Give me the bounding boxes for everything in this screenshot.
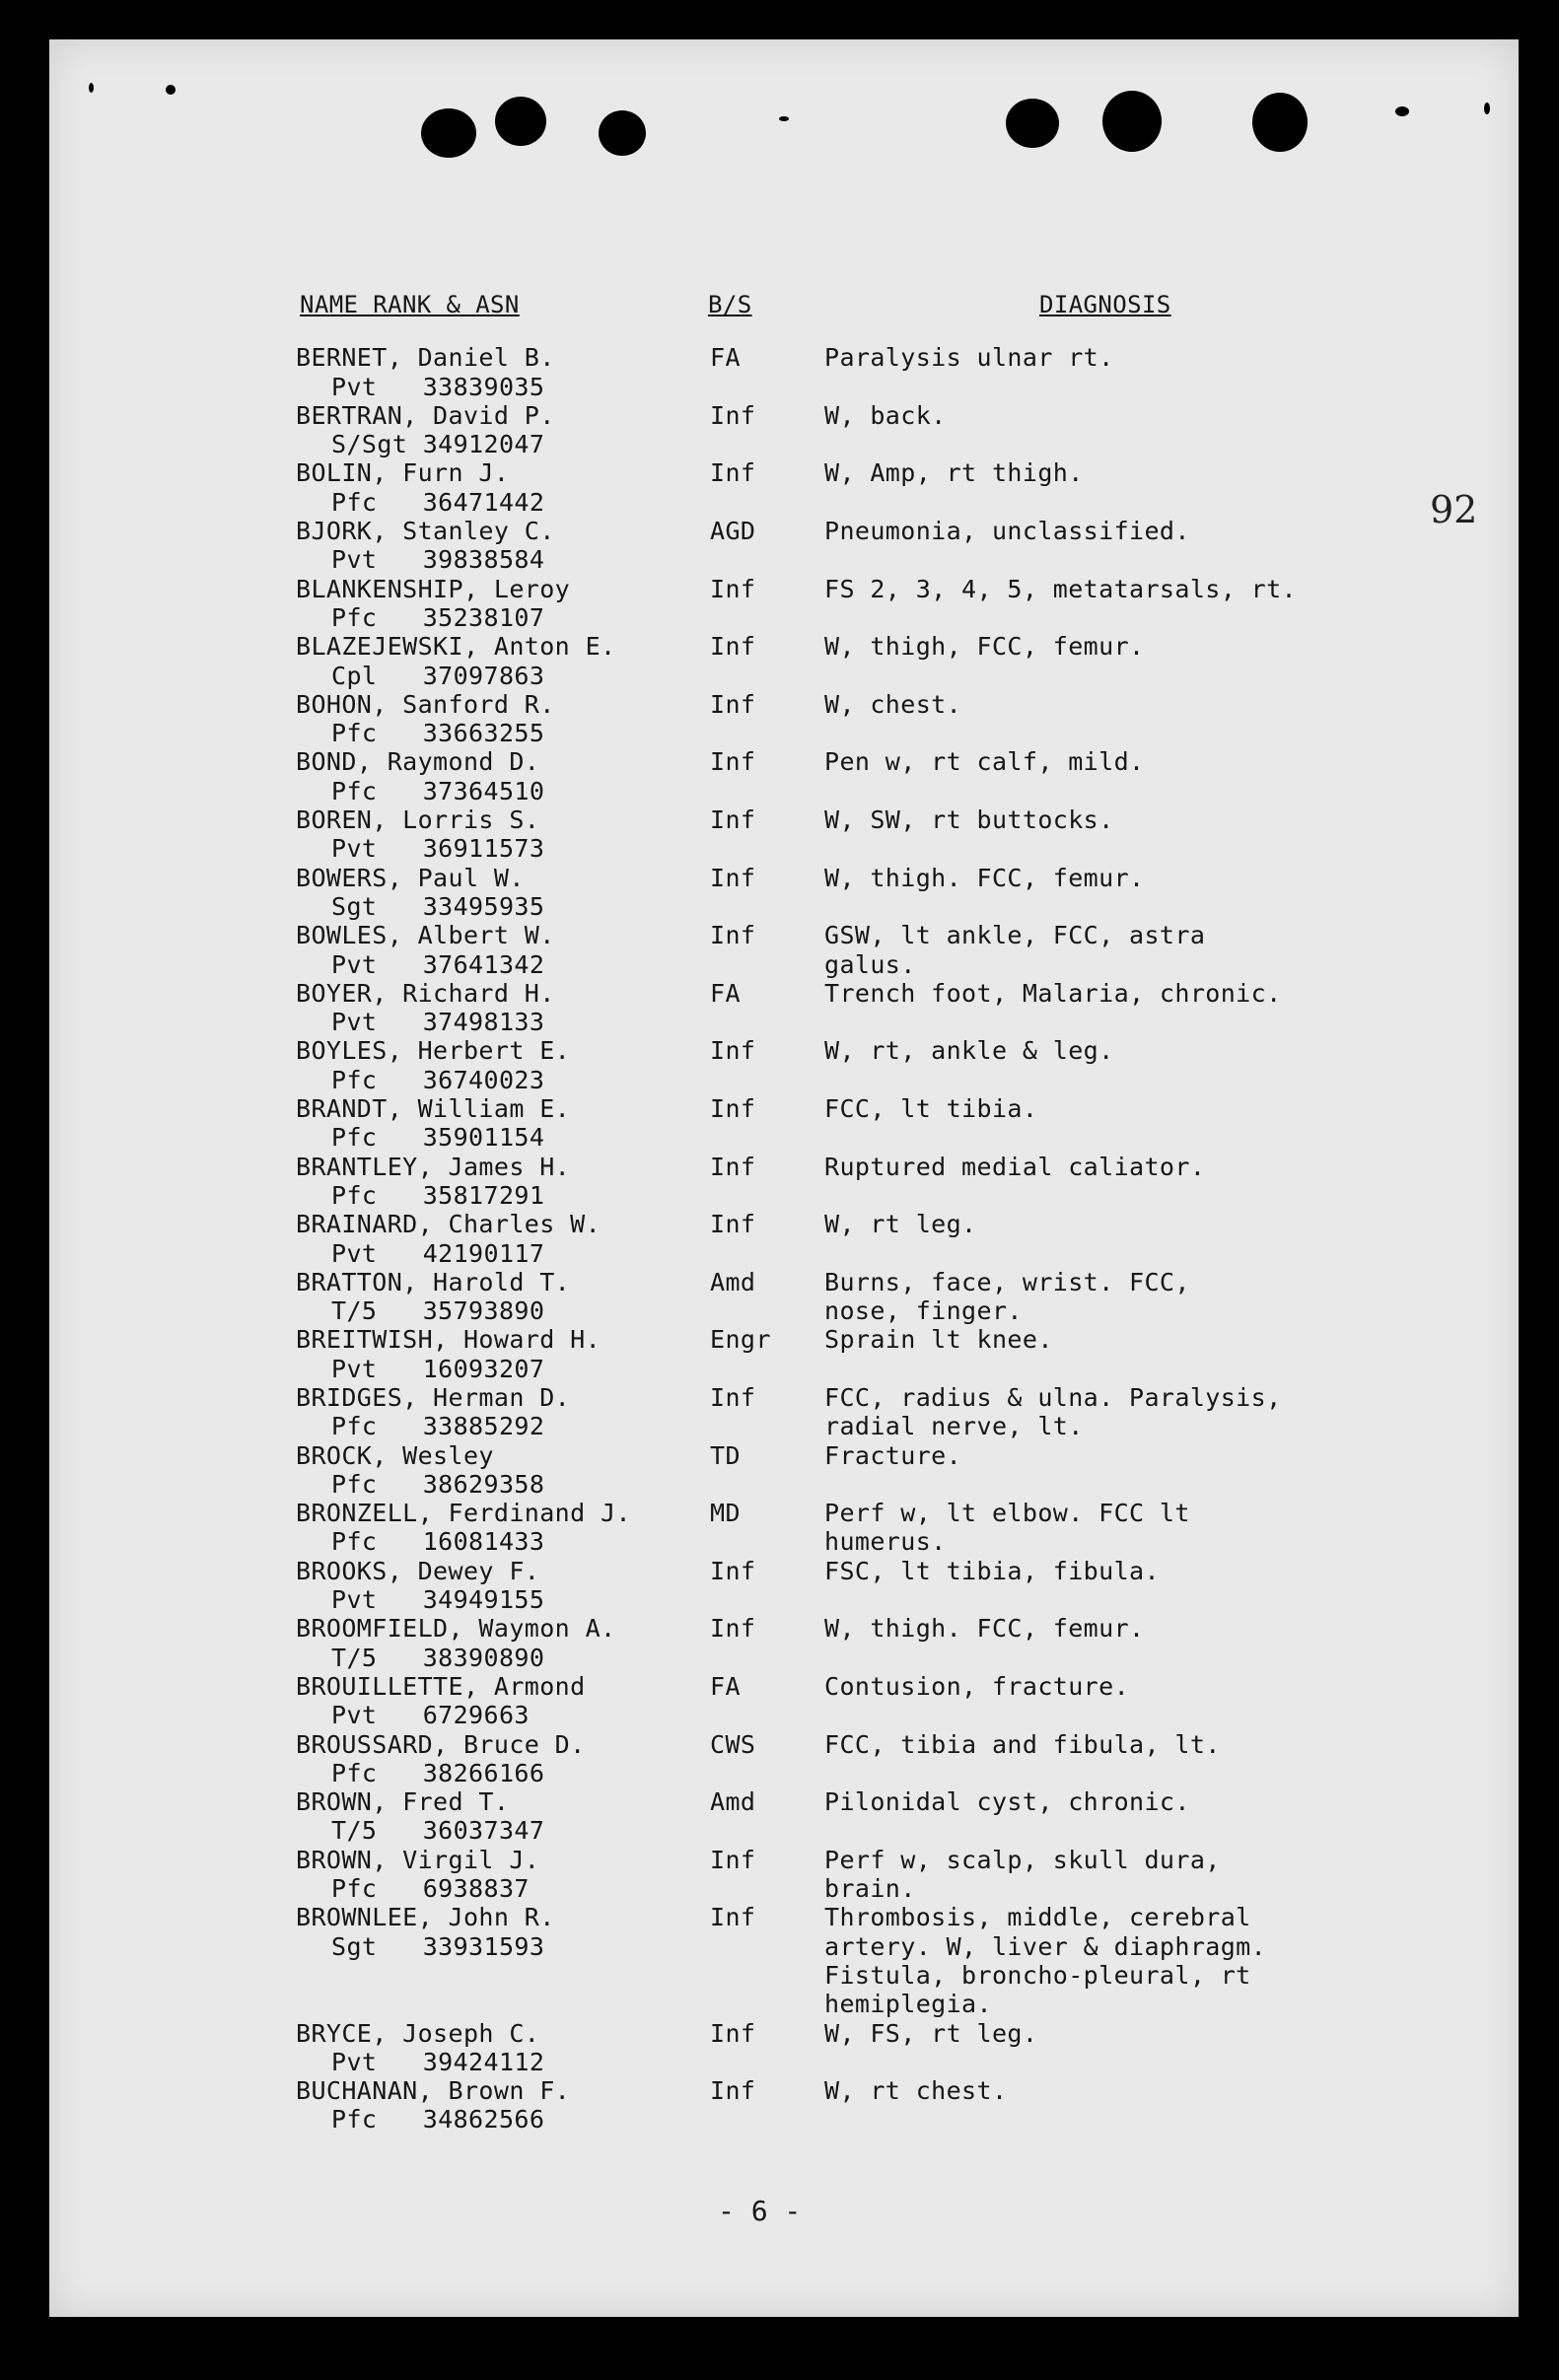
diagnosis: Thrombosis, middle, cerebral artery. W, liver & diaphragm. Fistula, broncho-pleural, rt hemiplegia.: [824, 1903, 1267, 2019]
name-rank-cell: [296, 979, 700, 1037]
soldier-name: BREITWISH, Howard H.: [296, 1325, 602, 1355]
rank-asn: Pvt 42190117: [331, 1238, 545, 1268]
rank-asn: Sgt 33495935: [331, 891, 545, 921]
name-rank-cell: [296, 1153, 700, 1211]
soldier-name: BOYLES, Herbert E.: [296, 1036, 571, 1066]
branch-of-service: Engr: [710, 1325, 771, 1355]
rank-asn: Pfc 33885292: [331, 1412, 545, 1441]
diagnosis: Pen w, rt calf, mild.: [824, 747, 1145, 777]
name-rank-cell: [296, 1903, 700, 2018]
branch-of-service: Amd: [710, 1267, 756, 1296]
name-rank-cell: [296, 458, 700, 517]
diagnosis: FCC, radius & ulna. Paralysis, radial nerve, lt.: [824, 1382, 1282, 1441]
soldier-name: BRONZELL, Ferdinand J.: [296, 1499, 631, 1528]
name-rank-cell: [296, 1672, 700, 1730]
list-item: [296, 1557, 1341, 1615]
entry-list: [296, 343, 1341, 2134]
name-rank-cell: [296, 1614, 700, 1672]
soldier-name: BERTRAN, David P.: [296, 400, 555, 430]
branch-of-service: Inf: [710, 1556, 756, 1585]
list-item: [296, 1499, 1341, 1557]
branch-of-service: Inf: [710, 1210, 756, 1239]
list-item: [296, 1268, 1341, 1326]
rank-asn: Pvt 39838584: [331, 545, 545, 575]
list-item: [296, 575, 1341, 633]
list-item: [296, 1441, 1341, 1500]
branch-of-service: Inf: [710, 2018, 756, 2048]
rank-asn: Pfc 6938837: [331, 1874, 530, 1904]
name-rank-cell: [296, 1499, 700, 1557]
diagnosis: Fracture.: [824, 1440, 962, 1470]
name-rank-cell: [296, 1210, 700, 1268]
rank-asn: Pvt 36911573: [331, 834, 545, 864]
footer-page-number: - 6 -: [718, 2195, 802, 2227]
name-rank-cell: [296, 1325, 700, 1383]
list-item: [296, 632, 1341, 690]
list-item: [296, 1036, 1341, 1094]
branch-of-service: Inf: [710, 458, 756, 488]
list-item: [296, 343, 1341, 401]
name-rank-cell: [296, 1036, 700, 1094]
diagnosis: Trench foot, Malaria, chronic.: [824, 978, 1282, 1008]
diagnosis: FCC, lt tibia.: [824, 1094, 1038, 1124]
list-item: [296, 805, 1341, 864]
diagnosis: W, rt chest.: [824, 2076, 1008, 2106]
table-header: [296, 291, 1341, 319]
diagnosis: W, SW, rt buttocks.: [824, 805, 1114, 835]
diagnosis: Perf w, scalp, skull dura, brain.: [824, 1845, 1221, 1904]
name-rank-cell: [296, 1730, 700, 1788]
list-item: [296, 1846, 1341, 1904]
diagnosis: W, Amp, rt thigh.: [824, 458, 1084, 488]
rank-asn: Pvt 33839035: [331, 372, 545, 401]
punch-hole: [1252, 93, 1308, 152]
branch-of-service: TD: [710, 1440, 741, 1470]
rank-asn: T/5 36037347: [331, 1816, 545, 1846]
diagnosis: GSW, lt ankle, FCC, astra galus.: [824, 921, 1206, 979]
diagnosis: W, rt, ankle & leg.: [824, 1036, 1114, 1066]
soldier-name: BOND, Raymond D.: [296, 747, 540, 777]
branch-of-service: Inf: [710, 574, 756, 603]
name-rank-cell: [296, 2019, 700, 2077]
diagnosis: W, back.: [824, 400, 947, 430]
list-item: [296, 2019, 1341, 2077]
diagnosis: FS 2, 3, 4, 5, metatarsals, rt.: [824, 574, 1297, 603]
diagnosis: W, thigh. FCC, femur.: [824, 1614, 1145, 1644]
rank-asn: Pfc 34862566: [331, 2105, 545, 2135]
diagnosis: W, FS, rt leg.: [824, 2018, 1038, 2048]
diagnosis: W, thigh. FCC, femur.: [824, 863, 1145, 892]
diagnosis: FSC, lt tibia, fibula.: [824, 1556, 1160, 1585]
soldier-name: BRIDGES, Herman D.: [296, 1382, 571, 1412]
rank-asn: Pfc 38629358: [331, 1469, 545, 1499]
diagnosis: Pneumonia, unclassified.: [824, 517, 1190, 546]
soldier-name: BLAZEJEWSKI, Anton E.: [296, 632, 616, 662]
rank-asn: Pvt 37641342: [331, 949, 545, 979]
soldier-name: BRATTON, Harold T.: [296, 1267, 571, 1296]
punch-hole: [495, 97, 546, 146]
list-item: [296, 1325, 1341, 1383]
name-rank-cell: [296, 1441, 700, 1500]
rank-asn: Pfc 16081433: [331, 1527, 545, 1557]
name-rank-cell: [296, 575, 700, 633]
diagnosis: Ruptured medial caliator.: [824, 1152, 1206, 1181]
soldier-name: BOWLES, Albert W.: [296, 921, 555, 950]
list-item: [296, 864, 1341, 922]
name-rank-cell: [296, 1557, 700, 1615]
list-item: [296, 1787, 1341, 1846]
rank-asn: S/Sgt 34912047: [331, 430, 545, 459]
soldier-name: BROCK, Wesley: [296, 1440, 494, 1470]
soldier-name: BJORK, Stanley C.: [296, 517, 555, 546]
branch-of-service: Inf: [710, 805, 756, 835]
soldier-name: BROWN, Fred T.: [296, 1787, 510, 1817]
branch-of-service: FA: [710, 1671, 741, 1701]
diagnosis: Perf w, lt elbow. FCC lt humerus.: [824, 1499, 1190, 1557]
name-rank-cell: [296, 1268, 700, 1326]
branch-of-service: Inf: [710, 400, 756, 430]
rank-asn: Pfc 36471442: [331, 487, 545, 517]
soldier-name: BRYCE, Joseph C.: [296, 2018, 540, 2048]
rank-asn: Pvt 39424112: [331, 2047, 545, 2076]
ink-speck: [1484, 103, 1490, 114]
list-item: [296, 517, 1341, 575]
name-rank-cell: [296, 747, 700, 805]
soldier-name: BROOKS, Dewey F.: [296, 1556, 540, 1585]
rank-asn: Sgt 33931593: [331, 1931, 545, 1961]
branch-of-service: MD: [710, 1499, 741, 1528]
ink-speck: [166, 85, 176, 95]
soldier-name: BROWN, Virgil J.: [296, 1845, 540, 1874]
branch-of-service: Inf: [710, 1094, 756, 1124]
name-rank-cell: [296, 690, 700, 748]
rank-asn: Pvt 34949155: [331, 1585, 545, 1615]
name-rank-cell: [296, 343, 700, 401]
rank-asn: Pfc 35901154: [331, 1123, 545, 1153]
branch-of-service: FA: [710, 343, 741, 373]
header-diagnosis: DIAGNOSIS: [1039, 291, 1171, 318]
list-item: [296, 747, 1341, 805]
rank-asn: Cpl 37097863: [331, 661, 545, 690]
branch-of-service: FA: [710, 978, 741, 1008]
diagnosis: Burns, face, wrist. FCC, nose, finger.: [824, 1267, 1190, 1326]
rank-asn: Pfc 37364510: [331, 776, 545, 805]
branch-of-service: Inf: [710, 863, 756, 892]
branch-of-service: Inf: [710, 1152, 756, 1181]
rank-asn: T/5 38390890: [331, 1643, 545, 1672]
diagnosis: Pilonidal cyst, chronic.: [824, 1787, 1190, 1817]
rank-asn: Pvt 6729663: [331, 1701, 530, 1730]
rank-asn: Pfc 38266166: [331, 1758, 545, 1787]
casualty-list: [296, 291, 1341, 2135]
punch-hole: [1006, 99, 1059, 148]
soldier-name: BROUILLETTE, Armond: [296, 1671, 586, 1701]
list-item: [296, 1094, 1341, 1153]
soldier-name: BUCHANAN, Brown F.: [296, 2076, 571, 2106]
soldier-name: BOLIN, Furn J.: [296, 458, 510, 488]
rank-asn: Pfc 33663255: [331, 719, 545, 748]
name-rank-cell: [296, 2076, 700, 2135]
list-item: [296, 401, 1341, 459]
list-item: [296, 1383, 1341, 1441]
diagnosis: W, thigh, FCC, femur.: [824, 632, 1145, 662]
list-item: [296, 1672, 1341, 1730]
header-bs: B/S: [708, 291, 752, 318]
list-item: [296, 2076, 1341, 2135]
soldier-name: BOREN, Lorris S.: [296, 805, 540, 835]
diagnosis: Paralysis ulnar rt.: [824, 343, 1114, 373]
soldier-name: BOHON, Sanford R.: [296, 689, 555, 719]
ink-speck: [89, 83, 94, 93]
diagnosis: W, rt leg.: [824, 1210, 977, 1239]
name-rank-cell: [296, 921, 700, 979]
soldier-name: BROWNLEE, John R.: [296, 1903, 555, 1932]
ink-speck: [1395, 106, 1409, 116]
branch-of-service: Inf: [710, 747, 756, 777]
soldier-name: BOWERS, Paul W.: [296, 863, 525, 892]
diagnosis: Sprain lt knee.: [824, 1325, 1053, 1355]
list-item: [296, 458, 1341, 517]
header-name-rank-asn: NAME RANK & ASN: [300, 291, 520, 318]
branch-of-service: Inf: [710, 1036, 756, 1066]
punch-hole: [599, 110, 646, 156]
name-rank-cell: [296, 1787, 700, 1846]
diagnosis: Contusion, fracture.: [824, 1671, 1130, 1701]
rank-asn: Pfc 35238107: [331, 602, 545, 632]
name-rank-cell: [296, 632, 700, 690]
punch-hole: [1102, 91, 1162, 152]
soldier-name: BROUSSARD, Bruce D.: [296, 1729, 586, 1759]
list-item: [296, 1153, 1341, 1211]
branch-of-service: CWS: [710, 1729, 756, 1759]
name-rank-cell: [296, 401, 700, 459]
soldier-name: BRAINARD, Charles W.: [296, 1210, 602, 1239]
rank-asn: T/5 35793890: [331, 1296, 545, 1326]
rank-asn: Pfc 36740023: [331, 1065, 545, 1094]
soldier-name: BOYER, Richard H.: [296, 978, 555, 1008]
name-rank-cell: [296, 864, 700, 922]
list-item: [296, 1730, 1341, 1788]
soldier-name: BRANTLEY, James H.: [296, 1152, 571, 1181]
branch-of-service: Inf: [710, 1382, 756, 1412]
punch-hole: [421, 108, 476, 158]
name-rank-cell: [296, 1094, 700, 1153]
list-item: [296, 979, 1341, 1037]
soldier-name: BERNET, Daniel B.: [296, 343, 555, 373]
soldier-name: BRANDT, William E.: [296, 1094, 571, 1124]
branch-of-service: Inf: [710, 1845, 756, 1874]
rank-asn: Pvt 37498133: [331, 1008, 545, 1037]
name-rank-cell: [296, 1383, 700, 1441]
list-item: [296, 1614, 1341, 1672]
list-item: [296, 921, 1341, 979]
list-item: [296, 1210, 1341, 1268]
ink-speck: [779, 116, 789, 121]
branch-of-service: Amd: [710, 1787, 756, 1817]
rank-asn: Pfc 35817291: [331, 1180, 545, 1210]
name-rank-cell: [296, 1846, 700, 1904]
page-number-mark: 92: [1430, 488, 1478, 531]
branch-of-service: AGD: [710, 517, 756, 546]
soldier-name: BLANKENSHIP, Leroy: [296, 574, 571, 603]
rank-asn: Pvt 16093207: [331, 1354, 545, 1383]
branch-of-service: Inf: [710, 632, 756, 662]
name-rank-cell: [296, 517, 700, 575]
branch-of-service: Inf: [710, 1903, 756, 1932]
list-item: [296, 690, 1341, 748]
branch-of-service: Inf: [710, 2076, 756, 2106]
diagnosis: FCC, tibia and fibula, lt.: [824, 1729, 1221, 1759]
list-item: [296, 1903, 1341, 2018]
soldier-name: BROOMFIELD, Waymon A.: [296, 1614, 616, 1644]
branch-of-service: Inf: [710, 689, 756, 719]
branch-of-service: Inf: [710, 921, 756, 950]
diagnosis: W, chest.: [824, 689, 962, 719]
name-rank-cell: [296, 805, 700, 864]
branch-of-service: Inf: [710, 1614, 756, 1644]
